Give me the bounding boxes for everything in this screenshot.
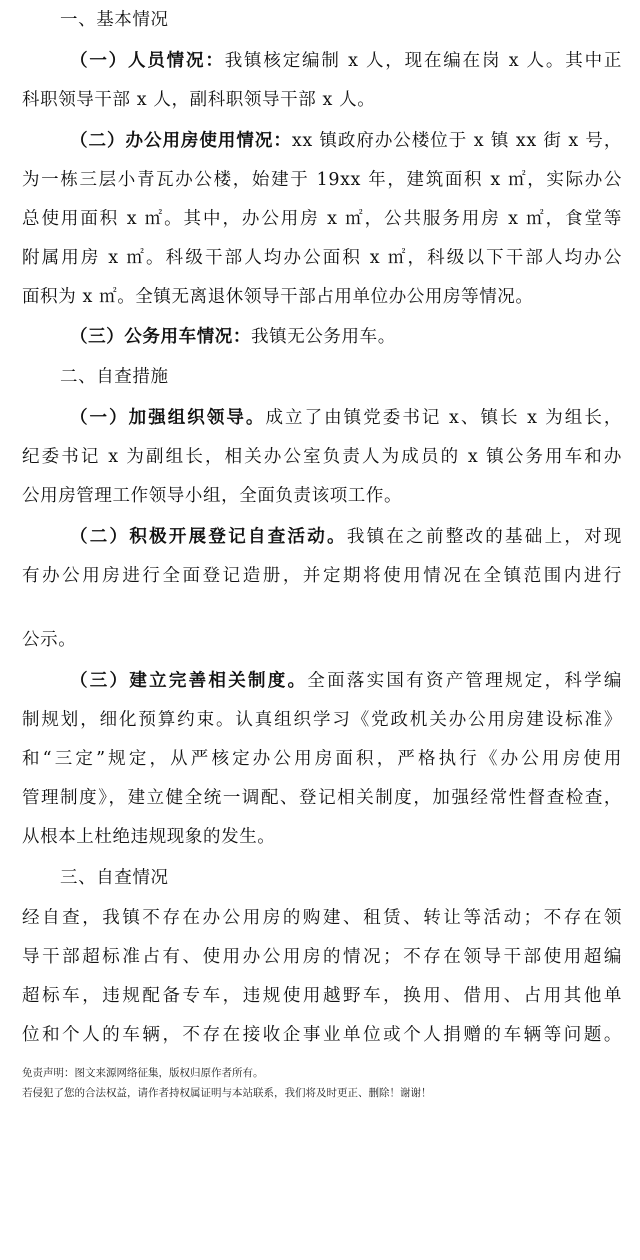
- text-line: 面积为 x ㎡。全镇无离退休领导干部占用单位办公用房等情况。: [22, 287, 534, 307]
- text-line: 公示。: [22, 630, 77, 650]
- paragraph-regulations: [70, 669, 622, 693]
- paragraph-label: （二）积极开展登记自查活动。: [70, 527, 347, 547]
- disclaimer-line: 若侵犯了您的合法权益，请作者持权属证明与本站联系，我们将及时更正、删除！谢谢！: [22, 1087, 432, 1099]
- paragraph-label: （三）建立完善相关制度。: [70, 671, 308, 691]
- paragraph-official-vehicles: [70, 325, 622, 349]
- text-line: 附属用房 x ㎡。科级干部人均办公面积 x ㎡，科级以下干部人均办公: [22, 248, 622, 268]
- text-line: 管理制度》，建立健全统一调配、登记相关制度，加强经常性督查检查，: [22, 788, 622, 808]
- text-line: 全面落实国有资产管理规定，科学编: [307, 671, 622, 691]
- text-line: 和“三定”规定，从严核定办公用房面积，严格执行《办公用房使用: [22, 749, 622, 769]
- paragraph-label: （三）公务用车情况：: [70, 327, 251, 347]
- paragraph-label: （一）人员情况：: [70, 51, 225, 71]
- paragraph-registration: [70, 525, 622, 549]
- paragraph-personnel: [70, 49, 622, 73]
- paragraph-label: （二）办公用房使用情况：: [70, 131, 292, 151]
- text-line: 超标车，违规配备专车，违规使用越野车，换用、借用、占用其他单: [22, 986, 622, 1006]
- text-line: 导干部超标准占有、使用办公用房的情况；不存在领导干部使用超编: [22, 947, 622, 967]
- text-line: 科职领导干部 x 人，副科职领导干部 x 人。: [22, 90, 376, 110]
- text-line: 公用房管理工作领导小组，全面负责该项工作。: [22, 486, 403, 506]
- text-line: 我镇核定编制 x 人，现在编在岗 x 人。其中正: [224, 51, 622, 71]
- text-line: 制规划，细化预算约束。认真组织学习《党政机关办公用房建设标准》: [22, 710, 622, 730]
- paragraph-office-space: [70, 129, 622, 153]
- paragraph-label: （一）加强组织领导。: [70, 408, 266, 428]
- text-line: 我镇无公务用车。: [251, 327, 396, 347]
- text-line: 位和个人的车辆，不存在接收企事业单位或个人捐赠的车辆等问题。: [22, 1025, 622, 1045]
- paragraph-organization: [70, 406, 622, 430]
- text-line: 纪委书记 x 为副组长，相关办公室负责人为成员的 x 镇公务用车和办: [22, 447, 622, 467]
- text-line: 成立了由镇党委书记 x、镇长 x 为组长，: [265, 408, 623, 428]
- text-line: 为一栋三层小青瓦办公楼，始建于 19xx 年，建筑面积 x ㎡，实际办公: [22, 170, 622, 190]
- text-line: 我镇在之前整改的基础上，对现: [346, 527, 622, 547]
- text-line: 有办公用房进行全面登记造册，并定期将使用情况在全镇范围内进行: [22, 566, 622, 586]
- text-line: 总使用面积 x ㎡。其中，办公用房 x ㎡，公共服务用房 x ㎡，食堂等: [22, 209, 622, 229]
- section-heading-basic: 一、基本情况: [60, 10, 169, 30]
- section-heading-results: 三、自查情况: [60, 868, 169, 888]
- section-heading-measures: 二、自查措施: [60, 367, 169, 387]
- text-line: xx 镇政府办公楼位于 x 镇 xx 街 x 号，: [291, 131, 622, 151]
- text-line: 从根本上杜绝违规现象的发生。: [22, 827, 276, 847]
- disclaimer-line: 免责声明：图文来源网络征集，版权归原作者所有。: [22, 1067, 264, 1079]
- paragraph-self-check: 经自查，我镇不存在办公用房的购建、租赁、转让等活动；不存在领: [22, 908, 622, 928]
